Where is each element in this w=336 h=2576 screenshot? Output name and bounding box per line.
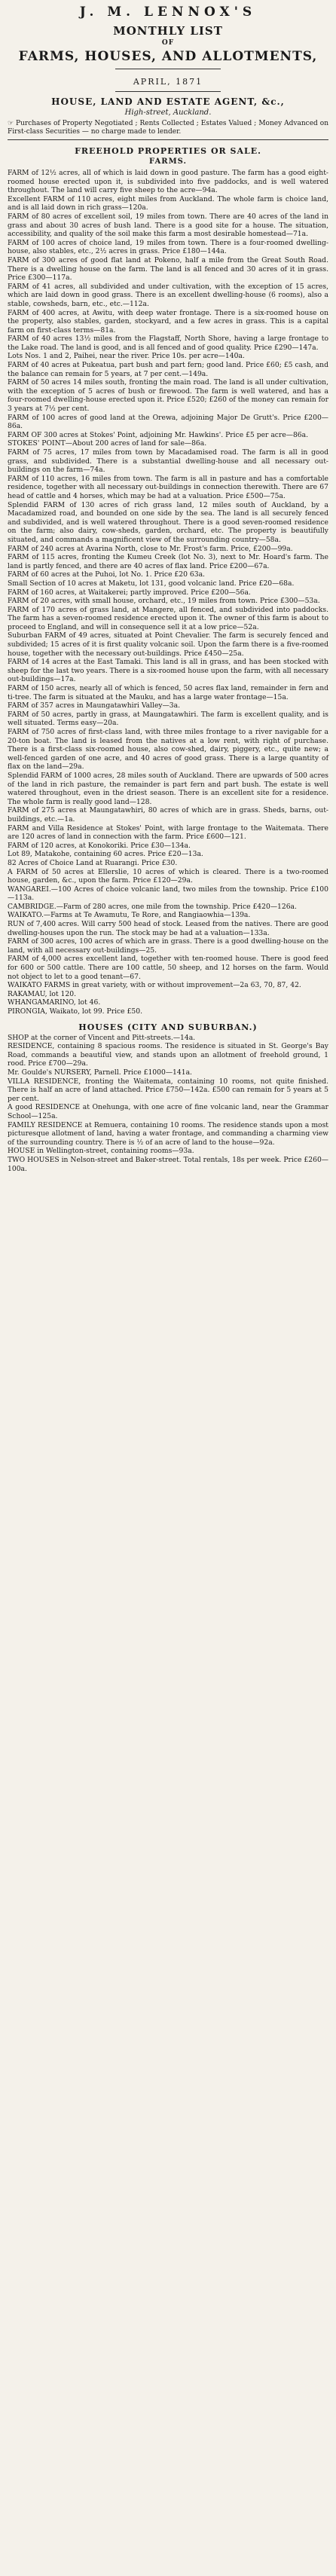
divider xyxy=(115,91,221,92)
list-item: FARM of 115 acres, fronting the Kumeu Creek (lot No. 3), next to Mr. Hoard's farm. The land is partly fenced, and there are 40 acres of flax land. Price £200—67a. xyxy=(8,553,328,570)
list-item: Mr. Goulde's NURSERY, Parnell. Price £1000—141a. xyxy=(8,1068,192,1077)
list-item: FARM of 300 acres, 100 acres of which are in grass. There is a good dwelling-house on the land, with all necessary out-buildings—25. xyxy=(8,937,328,955)
list-item: FARM of 160 acres, at Waitakerei; partly improved. Price £200—56a. xyxy=(8,588,251,597)
list-item: FARM of 50 acres 14 miles south, fronting the main road. The land is all under cultivation, with the exception of 5 acres of bush or firewood. The farm is well watered, and has a four-roomed dwelling-house erected upon it. Price £520; £260 of the money can remain for 3 years at 7½ per cent. xyxy=(8,378,328,414)
list-item: Small Section of 10 acres at Maketu, lot 131, good volcanic land. Price £20—68a. xyxy=(8,579,295,588)
list-item: FARM of 40 acres 13½ miles from the Flagstaff, North Shore, having a large frontage to the Lake road. The land is good, and is all fenced and of good quality. Price £290—147a. xyxy=(8,335,328,352)
issue-date: APRIL, 1871 xyxy=(133,77,203,87)
list-item: FARM of 4,000 acres excellent land, together with ten-roomed house. There is good feed for 600 or 500 cattle. There are 100 cattle, 50 sheep, and 12 horses on the farm. Would not object to let to a good tenant—67. xyxy=(8,955,328,981)
list-item: Lots Nos. 1 and 2, Paihei, near the river. Price 10s. per acre—140a. xyxy=(8,352,245,361)
house-listings xyxy=(8,1034,328,1174)
list-item: Suburban FARM of 49 acres, situated at Point Chevalier. The farm is securely fenced and subdivided; 15 acres of it is first quality volcanic soil. Upon the farm there is a five-roomed house, together with the necessary out-buildings. Price £450—25a. xyxy=(8,631,328,658)
list-item: FARM of 60 acres at the Puhoi, lot No. 1. Price £20 63a. xyxy=(8,570,205,579)
list-item: A good RESIDENCE at Onehunga, with one acre of fine volcanic land, near the Grammar School—125a. xyxy=(8,1103,328,1120)
list-item: FARM of 100 acres of choice land, 19 miles from town. There is a four-roomed dwelling-house, also stables, etc., 2½ acres in grass. Price £180—144a. xyxy=(8,238,328,256)
list-item: FARM of 170 acres of grass land, at Mangere, all fenced, and subdivided into paddocks. The farm has a seven-roomed residence erected upon it. The owner of this farm is about to proceed to England, and will in consequence sell it at a low price—52a. xyxy=(8,605,328,631)
list-item: RAKAMAU, lot 120. xyxy=(8,989,76,998)
list-item: Excellent FARM of 110 acres, eight miles from Auckland. The whole farm is choice land, and is all laid down in rich grass—120a. xyxy=(8,194,328,212)
list-item: FARM of 12½ acres, all of which is laid down in good pasture. The farm has a good eight-roomed house erected upon it, is subdivided into five paddocks, and is well watered throughout. The land will carry five sheep to the acre—94a. xyxy=(8,169,328,195)
list-item: Splendid FARM of 1000 acres, 28 miles south of Auckland. There are upwards of 500 acres of the land in rich pasture, the remainder is part fern and part bush. The estate is well watered throughout, even in the driest season. There is an excellent site for a residence. The whole farm is really good land—128. xyxy=(8,771,328,806)
list-item: FARM OF 300 acres at Stokes' Point, adjoining Mr. Hawkins'. Price £5 per acre—86a. xyxy=(8,430,309,439)
masthead: J. M. LENNOX'S xyxy=(79,5,257,20)
list-item: FARM of 40 acres at Pukeatua, part bush and part fern; good land. Price £60; £5 cash, and the balance can remain for 5 years, at 7 per cent.—149a. xyxy=(8,361,328,378)
list-item: FARM of 20 acres, with small house, orchard, etc., 19 miles from town. Price £300—53a. xyxy=(8,597,320,606)
list-item: A FARM of 50 acres at Ellerslie, 10 acres of which is cleared. There is a two-roomed house, garden, &c., upon the farm. Price £120—29a. xyxy=(8,867,328,885)
list-item: FARM of 275 acres at Maungatawhiri, 80 acres of which are in grass. Sheds, barns, out-buildings, etc.—1a. xyxy=(8,806,328,824)
list-item: CAMBRIDGE.—Farm of 280 acres, one mile from the township. Price £420—126a. xyxy=(8,902,297,911)
divider xyxy=(8,139,328,140)
list-item: SHOP at the corner of Vincent and Pitt-streets.—14a. xyxy=(8,1033,196,1042)
list-item: FAMILY RESIDENCE at Remuera, containing 10 rooms. The residence stands upon a most picturesque allotment of land, having a water frontage, and commanding a charming view of the surrounding country. There is ½ of an acre of land to the house—92a. xyxy=(8,1120,328,1147)
list-item: RESIDENCE, containing 8 spacious rooms. The residence is situated in St. George's Bay Road, commands a beautiful view, and stands upon an allotment of freehold ground, 1 rood. Price £700—29a. xyxy=(8,1042,328,1068)
list-item: FARM of 150 acres, nearly all of which is fenced, 50 acres flax land, remainder in fern and ti-tree. The farm is situated at the Mauku, and has a large water frontage—15a. xyxy=(8,684,328,701)
list-item: TWO HOUSES in Nelson-street and Baker-street. Total rentals, 18s per week. Price £260—100a. xyxy=(8,1155,328,1173)
agency-address: High-street, Auckland. xyxy=(124,108,212,117)
list-item: FARM and Villa Residence at Stokes' Point, with large frontage to the Waitemata. There are 120 acres of land in connection with the farm. Price £600—121. xyxy=(8,824,328,842)
list-item: FARM of 400 acres, at Awitu, with deep water frontage. There is a six-roomed house on the property, also stables, garden, stockyard, and a few acres in grass. This is a capital farm on first-class terms—81a. xyxy=(8,308,328,335)
agency-name: HOUSE, LAND AND ESTATE AGENT, &c., xyxy=(51,96,285,107)
freehold-section-title: FREEHOLD PROPERTIES OR SALE. xyxy=(75,146,261,156)
list-item: WHANGAMARINO, lot 46. xyxy=(8,998,101,1007)
list-item: 82 Acres of Choice Land at Ruarangi. Price £30. xyxy=(8,858,178,867)
houses-section-title: HOUSES (CITY AND SUBURBAN.) xyxy=(78,1022,258,1032)
agency-notice: ☞ Purchases of Property Negotiated ; Rents Collected ; Estates Valued ; Money Advanced on First-class Securities — no charge made to lender. xyxy=(8,120,328,136)
farms-section-title: FARMS. xyxy=(149,157,187,166)
list-item: FARM of 300 acres of good flat land at Pokeno, half a mile from the Great South Road. There is a dwelling house on the farm. The land is all fenced and 30 acres of it in grass. Price £300—117a. xyxy=(8,255,328,283)
list-item: HOUSE in Wellington-street, containing rooms—93a. xyxy=(8,1147,194,1156)
list-item: WANGAREI.—100 Acres of choice volcanic land, two miles from the township. Price £100—113a. xyxy=(8,885,328,903)
list-item: FARM of 75 acres, 17 miles from town by Macadamised road. The farm is all in good grass, and subdivided. There is a substantial dwelling-house and all necessary out-buildings on the farm—74a. xyxy=(8,448,328,475)
list-item: WAIKATO.—Farms at Te Awamutu, Te Rore, and Rangiaowhia—139a. xyxy=(8,911,251,920)
list-item: FARM of 120 acres, at Konokoriki. Price £30—134a. xyxy=(8,841,191,850)
list-item: FARM of 100 acres of good land at the Orewa, adjoining Major De Grutt's. Price £200—86a. xyxy=(8,413,328,431)
farm-listings xyxy=(8,169,328,1016)
list-item: Splendid FARM of 130 acres of rich grass land, 12 miles south of Auckland, by a Macadamized road, and bounded on one side by the sea. The land is all securely fenced and subdivided, and is well watered throughout. There is a good seven-roomed residence on the farm; also dairy, cow-sheds, garden, orchard, etc. The property is beautifully situated, and commands a magnificent view of the surrounding country—58a. xyxy=(8,500,328,544)
list-item: FARM of 240 acres at Avarina North, close to Mr. Frost's farm. Price, £200—99a. xyxy=(8,544,293,553)
list-item: WAIKATO FARMS in great variety, with or without improvement—2a 63, 70, 87, 42. xyxy=(8,981,301,990)
list-item: FARM of 750 acres of first-class land, with three miles frontage to a river navigable for a 20-ton boat. The land is leased from the natives at a low rent, with right of purchase. There is a first-class six-roomed house, also cow-shed, dairy, piggery, etc., quite new; a well-fenced garden of one acre, and 40 acres of good grass. There is a large quantity of flax on the land—29a. xyxy=(8,728,328,772)
list-item: FARM of 80 acres of excellent soil, 19 miles from town. There are 40 acres of the land in grass and about 30 acres of bush land. There is a good site for a house. The situation, accessibility, and quality of the soil make this farm a most desirable homestead—71a. xyxy=(8,212,328,239)
list-item: FARM of 41 acres, all subdivided and under cultivation, with the exception of 15 acres, which are laid down in good grass. There is an excellent dwelling-house (6 rooms), also a stable, cowsheds, barn, etc., etc.—112a. xyxy=(8,282,328,308)
list-item: PIRONGIA, Waikato, lot 99. Price £50. xyxy=(8,1007,142,1016)
list-item: STOKES' POINT—About 200 acres of land for sale—86a. xyxy=(8,439,207,448)
list-item: Lot 89, Matakohe, containing 60 acres. Price £20—13a. xyxy=(8,850,203,859)
monthly-list-heading: MONTHLY LIST xyxy=(113,24,223,38)
list-item: FARM of 110 acres, 16 miles from town. The farm is all in pasture and has a comfortable residence, together with all necessary out-buildings in connection therewith. There are 67 head of cattle and 4 horses, which may be had at a valuation. Price £500—75a. xyxy=(8,474,328,500)
of-heading: OF xyxy=(161,39,175,47)
list-item: RUN of 7,400 acres. Will carry 500 head of stock. Leased from the natives. There are good dwelling-houses upon the run. The stock may be had at a valuation—133a. xyxy=(8,920,328,937)
list-item: FARM of 50 acres, partly in grass, at Maungatawhiri. The farm is excellent quality, and is well situated. Terms easy—20a. xyxy=(8,710,328,728)
list-item: VILLA RESIDENCE, fronting the Waitemata, containing 10 rooms, not quite finished. There is half an acre of land attached. Price £750—142a. £500 can remain for 5 years at 5 per cent. xyxy=(8,1077,328,1103)
list-item: FARM of 357 acres in Maungatawhiri Valley—3a. xyxy=(8,701,181,710)
main-title: FARMS, HOUSES, AND ALLOTMENTS, xyxy=(18,49,318,64)
list-item: FARM of 14 acres at the East Tamaki. This land is all in grass, and has been stocked with sheep for the last two years. There is a six-roomed house upon the farm, with all necessary out-buildings—17a. xyxy=(8,658,328,684)
